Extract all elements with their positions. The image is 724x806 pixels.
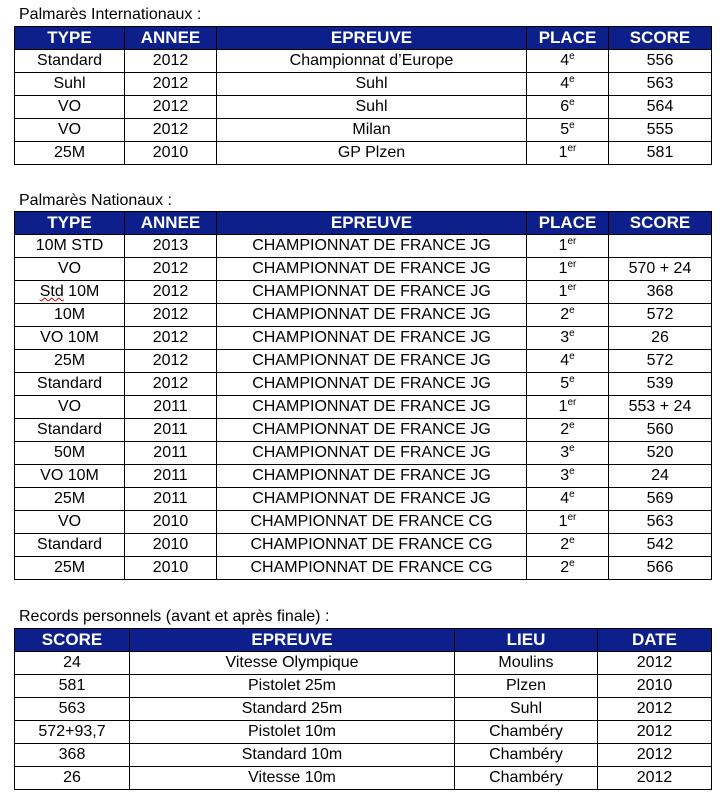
place-suffix: e (569, 328, 575, 339)
year-cell: 2012 (125, 50, 217, 73)
international-title: Palmarès Internationaux : (19, 6, 202, 23)
place-suffix: e (569, 443, 575, 454)
score-cell: 542 (609, 534, 712, 557)
international-table (14, 26, 712, 165)
score-cell: 539 (609, 373, 712, 396)
place-number: 1 (558, 283, 568, 300)
place-cell: Chambéry (455, 721, 598, 744)
place-suffix: e (569, 420, 575, 431)
score-cell: 581 (15, 675, 130, 698)
year-cell: 2011 (125, 419, 217, 442)
table-row (15, 281, 712, 304)
table-row (15, 652, 712, 675)
table-row (15, 744, 712, 767)
year-cell: 2010 (125, 534, 217, 557)
table-header-row (15, 212, 712, 235)
place-number: 1 (558, 513, 568, 530)
score-cell: 563 (15, 698, 130, 721)
type-cell (15, 281, 125, 304)
score-cell: 570 + 24 (609, 258, 712, 281)
score-cell: 555 (609, 119, 712, 142)
type-cell: Standard (15, 50, 125, 73)
place-suffix: er (567, 397, 577, 408)
event-cell: Standard 25m (130, 698, 455, 721)
event-cell: CHAMPIONNAT DE FRANCE JG (217, 465, 527, 488)
table-row (15, 73, 712, 96)
table-row (15, 50, 712, 73)
score-cell: 560 (609, 419, 712, 442)
score-cell: 572+93,7 (15, 721, 130, 744)
place-cell: Moulins (455, 652, 598, 675)
place-suffix: e (569, 535, 575, 546)
place-cell (527, 119, 609, 142)
event-cell: CHAMPIONNAT DE FRANCE JG (217, 304, 527, 327)
place-suffix: e (569, 74, 575, 85)
place-suffix: e (569, 374, 575, 385)
event-cell: CHAMPIONNAT DE FRANCE CG (217, 534, 527, 557)
year-cell: 2011 (125, 488, 217, 511)
year-cell: 2011 (125, 465, 217, 488)
score-cell: 563 (609, 511, 712, 534)
table-row (15, 767, 712, 790)
table-row (15, 96, 712, 119)
place-cell (527, 373, 609, 396)
table-header-row (15, 27, 712, 50)
place-cell (527, 73, 609, 96)
place-suffix: e (569, 558, 575, 569)
place-cell (527, 96, 609, 119)
year-cell: 2012 (125, 73, 217, 96)
place-suffix: e (569, 120, 575, 131)
score-cell: 556 (609, 50, 712, 73)
table-row (15, 396, 712, 419)
year-cell: 2012 (125, 96, 217, 119)
table-row (15, 675, 712, 698)
records-title: Records personnels (avant et après finale) : (19, 608, 330, 625)
table-header-row (15, 629, 712, 652)
place-number: 6 (560, 98, 570, 115)
type-cell: 10M STD (15, 235, 125, 258)
table-row (15, 350, 712, 373)
type-cell: VO (15, 119, 125, 142)
place-cell: Chambéry (455, 767, 598, 790)
place-number: 2 (560, 421, 570, 438)
place-cell (527, 419, 609, 442)
column-header: SCORE (15, 629, 130, 652)
year-cell: 2012 (125, 350, 217, 373)
score-cell: 368 (15, 744, 130, 767)
place-cell: Suhl (455, 698, 598, 721)
table-row (15, 465, 712, 488)
place-cell (527, 465, 609, 488)
table-row (15, 304, 712, 327)
place-suffix: e (569, 466, 575, 477)
type-cell: VO (15, 511, 125, 534)
date-cell: 2010 (598, 675, 712, 698)
event-cell: Suhl (217, 96, 527, 119)
place-suffix: e (569, 305, 575, 316)
table-row (15, 235, 712, 258)
date-cell: 2012 (598, 698, 712, 721)
place-number: 2 (560, 536, 570, 553)
year-cell: 2011 (125, 396, 217, 419)
date-cell: 2012 (598, 721, 712, 744)
national-title: Palmarès Nationaux : (19, 192, 172, 209)
year-cell: 2012 (125, 119, 217, 142)
place-cell (527, 50, 609, 73)
column-header: EPREUVE (130, 629, 455, 652)
type-cell: VO 10M (15, 327, 125, 350)
type-cell: 50M (15, 442, 125, 465)
table-row (15, 373, 712, 396)
place-cell (527, 327, 609, 350)
place-cell (527, 304, 609, 327)
table-row (15, 488, 712, 511)
table-row (15, 258, 712, 281)
event-cell: Milan (217, 119, 527, 142)
place-number: 2 (560, 306, 570, 323)
score-cell: 368 (609, 281, 712, 304)
type-cell: VO (15, 396, 125, 419)
table-row (15, 442, 712, 465)
column-header: PLACE (527, 27, 609, 50)
place-number: 1 (558, 260, 568, 277)
place-number: 3 (560, 467, 570, 484)
place-cell (527, 442, 609, 465)
place-cell (527, 511, 609, 534)
event-cell: Vitesse Olympique (130, 652, 455, 675)
table-row (15, 327, 712, 350)
type-cell: Standard (15, 534, 125, 557)
place-cell (527, 142, 609, 165)
records-table (14, 628, 712, 790)
score-cell: 26 (609, 327, 712, 350)
table-row (15, 698, 712, 721)
type-cell: Standard (15, 419, 125, 442)
column-header: TYPE (15, 212, 125, 235)
event-cell: CHAMPIONNAT DE FRANCE JG (217, 488, 527, 511)
event-cell: CHAMPIONNAT DE FRANCE JG (217, 350, 527, 373)
event-cell: Pistolet 10m (130, 721, 455, 744)
event-cell: CHAMPIONNAT DE FRANCE JG (217, 419, 527, 442)
place-suffix: e (569, 51, 575, 62)
event-cell: Vitesse 10m (130, 767, 455, 790)
column-header: ANNEE (125, 212, 217, 235)
year-cell: 2012 (125, 281, 217, 304)
place-number: 1 (558, 144, 568, 161)
place-number: 2 (560, 559, 570, 576)
table-row (15, 511, 712, 534)
column-header: ANNEE (125, 27, 217, 50)
place-suffix: er (567, 236, 577, 247)
place-cell (527, 557, 609, 580)
place-number: 4 (560, 490, 570, 507)
date-cell: 2012 (598, 744, 712, 767)
year-cell: 2012 (125, 327, 217, 350)
table-row (15, 119, 712, 142)
year-cell: 2010 (125, 511, 217, 534)
type-cell: Suhl (15, 73, 125, 96)
place-suffix: er (567, 282, 577, 293)
place-cell (527, 396, 609, 419)
year-cell: 2013 (125, 235, 217, 258)
place-suffix: e (569, 97, 575, 108)
table-row (15, 142, 712, 165)
score-cell: 572 (609, 350, 712, 373)
column-header: LIEU (455, 629, 598, 652)
type-cell: 10M (15, 304, 125, 327)
column-header: SCORE (609, 212, 712, 235)
place-number: 4 (560, 352, 570, 369)
date-cell: 2012 (598, 767, 712, 790)
place-number: 4 (560, 52, 570, 69)
score-cell: 26 (15, 767, 130, 790)
type-text: Std 10M (39, 283, 100, 300)
place-number: 5 (560, 121, 570, 138)
type-cell: VO (15, 258, 125, 281)
event-cell: Standard 10m (130, 744, 455, 767)
place-suffix: e (569, 489, 575, 500)
national-table (14, 211, 712, 580)
type-cell: Standard (15, 373, 125, 396)
type-cell: VO (15, 96, 125, 119)
date-cell: 2012 (598, 652, 712, 675)
column-header: SCORE (609, 27, 712, 50)
place-suffix: er (567, 143, 577, 154)
event-cell: CHAMPIONNAT DE FRANCE JG (217, 442, 527, 465)
place-cell (527, 488, 609, 511)
year-cell: 2011 (125, 442, 217, 465)
type-cell: VO 10M (15, 465, 125, 488)
place-cell (527, 350, 609, 373)
type-cell: 25M (15, 350, 125, 373)
event-cell: Championnat d’Europe (217, 50, 527, 73)
score-cell: 553 + 24 (609, 396, 712, 419)
column-header: EPREUVE (217, 27, 527, 50)
table-row (15, 721, 712, 744)
table-row (15, 557, 712, 580)
place-suffix: er (567, 259, 577, 270)
year-cell: 2012 (125, 258, 217, 281)
event-cell: CHAMPIONNAT DE FRANCE JG (217, 396, 527, 419)
event-cell: GP Plzen (217, 142, 527, 165)
place-cell: Chambéry (455, 744, 598, 767)
column-header: DATE (598, 629, 712, 652)
score-cell (609, 235, 712, 258)
place-cell: Plzen (455, 675, 598, 698)
event-cell: CHAMPIONNAT DE FRANCE JG (217, 235, 527, 258)
score-cell: 24 (15, 652, 130, 675)
event-cell: CHAMPIONNAT DE FRANCE CG (217, 557, 527, 580)
table-row (15, 419, 712, 442)
place-number: 3 (560, 329, 570, 346)
place-number: 1 (558, 237, 568, 254)
score-cell: 581 (609, 142, 712, 165)
table-row (15, 534, 712, 557)
place-cell (527, 258, 609, 281)
place-number: 5 (560, 375, 570, 392)
place-suffix: er (567, 512, 577, 523)
event-cell: Pistolet 25m (130, 675, 455, 698)
score-cell: 520 (609, 442, 712, 465)
event-cell: CHAMPIONNAT DE FRANCE CG (217, 511, 527, 534)
score-cell: 569 (609, 488, 712, 511)
score-cell: 24 (609, 465, 712, 488)
year-cell: 2012 (125, 373, 217, 396)
place-cell (527, 281, 609, 304)
column-header: TYPE (15, 27, 125, 50)
place-number: 3 (560, 444, 570, 461)
score-cell: 563 (609, 73, 712, 96)
type-cell: 25M (15, 557, 125, 580)
event-cell: CHAMPIONNAT DE FRANCE JG (217, 373, 527, 396)
place-number: 4 (560, 75, 570, 92)
place-number: 1 (558, 398, 568, 415)
year-cell: 2010 (125, 142, 217, 165)
event-cell: CHAMPIONNAT DE FRANCE JG (217, 281, 527, 304)
event-cell: CHAMPIONNAT DE FRANCE JG (217, 327, 527, 350)
place-cell (527, 235, 609, 258)
column-header: PLACE (527, 212, 609, 235)
place-suffix: e (569, 351, 575, 362)
type-cell: 25M (15, 142, 125, 165)
year-cell: 2010 (125, 557, 217, 580)
place-cell (527, 534, 609, 557)
year-cell: 2012 (125, 304, 217, 327)
event-cell: CHAMPIONNAT DE FRANCE JG (217, 258, 527, 281)
score-cell: 572 (609, 304, 712, 327)
event-cell: Suhl (217, 73, 527, 96)
type-cell: 25M (15, 488, 125, 511)
score-cell: 564 (609, 96, 712, 119)
column-header: EPREUVE (217, 212, 527, 235)
score-cell: 566 (609, 557, 712, 580)
